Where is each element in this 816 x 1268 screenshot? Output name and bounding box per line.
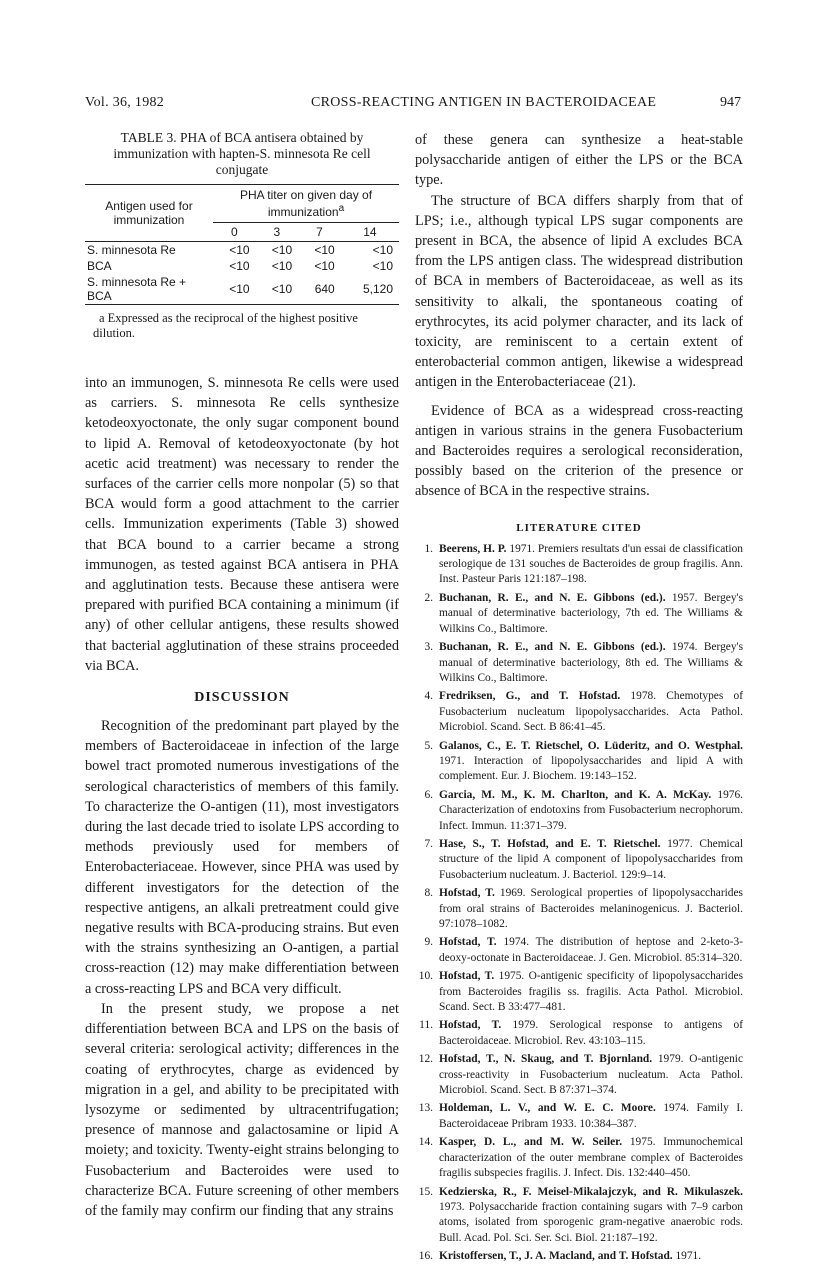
reference-text <box>439 935 743 966</box>
table-cell: <10 <box>314 259 335 273</box>
reference-item <box>415 689 743 735</box>
table-header-day: 7 <box>316 225 323 239</box>
reference-citation: 1977. Chemical structure of the lipid A component of lipopolysaccharides from Fusobacterium nucleatum. J. Bacteriol. 129:9–14. <box>439 837 743 881</box>
table-cell: <10 <box>372 243 393 257</box>
reference-number: 3. <box>424 641 433 654</box>
reference-authors: Hofstad, T. <box>439 970 495 983</box>
volume-label: Vol. 36, 1982 <box>85 95 165 110</box>
table-cell: <10 <box>213 274 256 305</box>
section-heading-discussion: DISCUSSION <box>194 690 290 706</box>
paragraph: The structure of BCA differs sharply from that of LPS; i.e., although typical LPS sugar components are present in BCA, the absence of lipid A excludes BCA from the LPS antigen class. The widespread distribution of BCA in members of Bacteroidaceae, as well as its sensitivity to alkali, the spontaneous coating of erythrocytes, its acid polymer character, and its lack of toxicity, are reminiscent to a certain extent of enterobacterial common antigen, likewise a widespread antigen in the Enterobacteriaceae (21). <box>415 192 743 391</box>
reference-authors: Buchanan, R. E., and N. E. Gibbons (ed.). <box>439 591 666 604</box>
table-cell: <10 <box>372 259 393 273</box>
table-header-day: 0 <box>230 225 238 239</box>
left-column <box>85 130 399 1221</box>
reference-citation: 1973. Polysaccharide fraction containing sugars with 7–9 carbon atoms, isolated from sporogenic gram-negative anaerobic rods. Bull. Acad. Pol. Sci. Ser. Sci. Biol. 21:187–192. <box>439 1200 743 1244</box>
reference-item <box>415 1101 743 1132</box>
reference-authors: Holdeman, L. V., and W. E. C. Moore. <box>439 1102 656 1115</box>
reference-text <box>439 1249 743 1264</box>
table-cell: <10 <box>256 274 299 305</box>
reference-authors: Hase, S., T. Hofstad, and E. T. Rietschel. <box>439 837 661 850</box>
reference-number: 15. <box>418 1185 433 1198</box>
reference-text <box>439 739 743 785</box>
reference-citation: 1976. Characterization of endotoxins from Fusobacterium necrophorum. Infect. Immun. 11:371–379. <box>439 788 743 832</box>
reference-number: 5. <box>424 739 433 752</box>
reference-citation: 1975. O-antigenic specificity of lipopolysaccharides from Bacteroides fragilis ss. fragilis. Acta Pathol. Microbiol. Scand. Sect. B 33:477–481. <box>439 970 743 1014</box>
reference-item <box>415 739 743 785</box>
table-cell-antigen: BCA <box>87 259 112 273</box>
reference-text <box>439 640 743 686</box>
reference-citation: 1957. Bergey's manual of determinative bacteriology, 7th ed. The Williams & Wilkins Co., Baltimore. <box>439 591 744 635</box>
running-title: CROSS-REACTING ANTIGEN IN BACTEROIDACEAE <box>311 95 657 110</box>
paragraph: Evidence of BCA as a widespread cross-reacting antigen in various strains in the genera Fusobacterium and Bacteroides requires a serological reconsideration, possibly based on the criterion of the presence or absence of BCA in the respective strains. <box>415 402 743 500</box>
table-row <box>85 242 399 259</box>
reference-citation: 1969. Serological properties of lipopolysaccharides from oral strains of Bacteroides melaninogenicus. J. Bacteriol. 97:1078–1082. <box>439 887 743 930</box>
reference-item <box>415 1249 743 1264</box>
pha-table <box>85 184 399 305</box>
table-caption: TABLE 3. PHA of BCA antisera obtained by immunization with hapten-S. minnesota Re cell conjugate <box>113 130 371 177</box>
reference-number: 6. <box>424 788 433 801</box>
reference-authors: Garcia, M. M., K. M. Charlton, and K. A. McKay. <box>439 788 712 801</box>
table-cell-antigen: S. minnesota Re <box>87 243 176 257</box>
reference-authors: Kristoffersen, T., J. A. Macland, and T. Hofstad. <box>439 1250 673 1263</box>
references-heading: LITERATURE CITED <box>516 521 642 534</box>
reference-number: 14. <box>418 1136 433 1149</box>
reference-number: 16. <box>418 1250 433 1263</box>
reference-number: 1. <box>424 542 433 555</box>
table-row <box>85 258 399 274</box>
reference-item <box>415 886 743 932</box>
reference-item <box>415 640 743 686</box>
reference-authors: Fredriksen, G., and T. Hofstad. <box>439 690 621 703</box>
table-cell: <10 <box>314 243 335 257</box>
reference-number: 8. <box>424 887 433 900</box>
reference-text <box>439 1052 743 1098</box>
paragraph: into an immunogen, S. minnesota Re cells were used as carriers. S. minnesota Re cells synthesize ketodeoxyoctonate, the only sugar component bound to lipid A. Removal of ketodeoxyoctonate (by hot acetic acid treatment) was necessary to render the surfaces of the carrier cells more nonpolar (5) so that BCA would form a good attachment to the carrier cells. Immunization experiments (Table 3) showed that BCA bound to a carrier became a strong immunogen, as tested against BCA antisera in PHA and agglutination tests. Because these antisera were prepared with purified BCA containing a minimum (if any) of other cellular antigens, these results showed that bacterial agglutination of these strains proceeded via BCA. <box>85 375 399 674</box>
reference-item <box>415 969 743 1015</box>
table-header-day: 3 <box>273 225 281 239</box>
reference-item <box>415 837 743 883</box>
reference-text <box>439 837 743 883</box>
reference-citation: 1971. <box>672 1250 702 1263</box>
reference-citation: 1978. Chemotypes of Fusobacterium nucleatum lipopolysaccharides. Acta Pathol. Microbiol. Scand. Sect. B 86:41–45. <box>439 690 743 734</box>
reference-citation: 1979. Serological response to antigens of Bacteroidaceae. Microbiol. Rev. 43:103–115. <box>439 1019 743 1047</box>
reference-authors: Buchanan, R. E., and N. E. Gibbons (ed.). <box>439 641 666 654</box>
reference-item <box>415 1185 743 1247</box>
reference-text <box>439 689 743 735</box>
page-number: 947 <box>720 95 741 110</box>
reference-authors: Kedzierska, R., F. Meisel-Mikalajczyk, and R. Mikulaszek. <box>439 1185 743 1198</box>
reference-item <box>415 542 743 588</box>
reference-text <box>439 969 743 1015</box>
reference-text <box>439 1018 743 1049</box>
table-header-antigen: Antigen used for immunization <box>105 199 193 227</box>
reference-number: 2. <box>424 591 433 604</box>
reference-number: 11. <box>419 1019 433 1032</box>
table-cell-antigen: S. minnesota Re + BCA <box>85 274 213 305</box>
reference-authors: Hofstad, T. <box>439 1019 502 1032</box>
table-cell: <10 <box>229 243 250 257</box>
reference-citation: 1975. Immunochemical characterization of the outer membrane complex of Bacteroides fragilis subspecies fragilis. J. Infect. Dis. 132:440–450. <box>439 1136 743 1180</box>
table-header-day: 14 <box>363 225 377 239</box>
reference-authors: Beerens, H. P. <box>439 542 507 555</box>
table-footnote: a Expressed as the reciprocal of the highest positive dilution. <box>93 311 358 340</box>
reference-text <box>439 886 743 932</box>
table-header-pha <box>213 185 399 223</box>
reference-authors: Hofstad, T. <box>439 936 497 949</box>
table-cell: <10 <box>271 259 293 273</box>
reference-text <box>439 1185 743 1247</box>
table-row <box>85 274 399 305</box>
reference-number: 9. <box>424 936 433 949</box>
reference-item <box>415 788 743 834</box>
reference-citation: 1971. Premiers resultats d'un essai de classification serologique de 131 souches de Bacteroides de group fragilis. Ann. Inst. Pasteur Paris 121:187–198. <box>439 542 743 586</box>
reference-list <box>415 542 743 1265</box>
right-column <box>415 130 743 1268</box>
paragraph: In the present study, we propose a net differentiation between BCA and LPS on the basis of several criteria: serological activity; differences in the coating of erythrocytes, charge as evidenced by migration in a gel, and ability to be precipitated with lysozyme or sedimented by ultracentrifugation; presence of mannose and galactosamine or lipid A moiety; and toxicity. Twenty-eight strains belonging to Fusobacterium and Bacteroides were used to characterize BCA. Future screening of other members of the family may confirm our finding that any strains <box>85 1000 399 1219</box>
reference-authors: Hofstad, T. <box>439 887 495 900</box>
paragraph: Recognition of the predominant part played by the members of Bacteroidaceae in infection of the large bowel tract promoted numerous investigations of the serological characteristics of members of this family. To characterize the O-antigen (11), most investigators during the last decade tried to isolate LPS according to methods previously used for members of Enterobacteriaceae. However, since PHA was used by different investigators for the detection of the respective antigens, an alkali pretreatment could give negative results with BCA-producing strains. But even with the strains synthesizing an O-antigen, a partial cross-reaction (12) may make differentiation between a cross-reacting LPS and BCA very difficult. <box>85 718 399 997</box>
reference-item <box>415 1135 743 1181</box>
reference-authors: Galanos, C., E. T. Rietschel, O. Lüderitz, and O. Westphal. <box>439 739 743 752</box>
reference-text <box>439 1135 743 1181</box>
table-cell: 5,120 <box>341 274 399 305</box>
running-header <box>85 95 741 115</box>
reference-item <box>415 935 743 966</box>
reference-number: 7. <box>424 837 433 850</box>
reference-citation: 1974. Bergey's manual of determinative bacteriology, 8th ed. The Williams & Wilkins Co., Baltimore. <box>439 641 744 684</box>
reference-authors: Hofstad, T., N. Skaug, and T. Bjornland. <box>439 1053 653 1066</box>
table-cell: <10 <box>229 259 250 273</box>
table-cell: <10 <box>271 243 293 257</box>
reference-authors: Kasper, D. L., and M. W. Seiler. <box>439 1136 623 1149</box>
reference-item <box>415 591 743 637</box>
paragraph: of these genera can synthesize a heat-stable polysaccharide antigen of either the LPS or the BCA type. <box>415 132 743 189</box>
reference-text <box>439 542 743 588</box>
reference-text <box>439 788 743 834</box>
reference-citation: 1974. The distribution of heptose and 2-keto-3-deoxy-octonate in Bacteroidaceae. J. Gen. Microbiol. 85:314–320. <box>439 936 744 964</box>
reference-text <box>439 1101 743 1132</box>
reference-number: 10. <box>418 970 433 983</box>
reference-citation: 1979. O-antigenic cross-reactivity in Fusobacterium nucleatum. Acta Pathol. Microbiol. Scand. Sect. B 87:371–374. <box>439 1053 743 1097</box>
reference-item <box>415 1052 743 1098</box>
reference-number: 12. <box>418 1053 433 1066</box>
reference-number: 4. <box>424 690 433 703</box>
table-cell: 640 <box>298 274 341 305</box>
reference-item <box>415 1018 743 1049</box>
footnote-marker: a <box>338 203 345 214</box>
reference-number: 13. <box>418 1102 433 1115</box>
reference-text <box>439 591 743 637</box>
reference-citation: 1974. Family I. Bacteroidaceae Pribram 1933. 10:384–387. <box>439 1102 743 1130</box>
reference-citation: 1971. Interaction of lipopolysaccharides and lipid A with complement. Eur. J. Biochem. 19:143–152. <box>439 754 743 783</box>
table-header-pha-text: PHA titer on given day of immunization <box>239 188 373 219</box>
